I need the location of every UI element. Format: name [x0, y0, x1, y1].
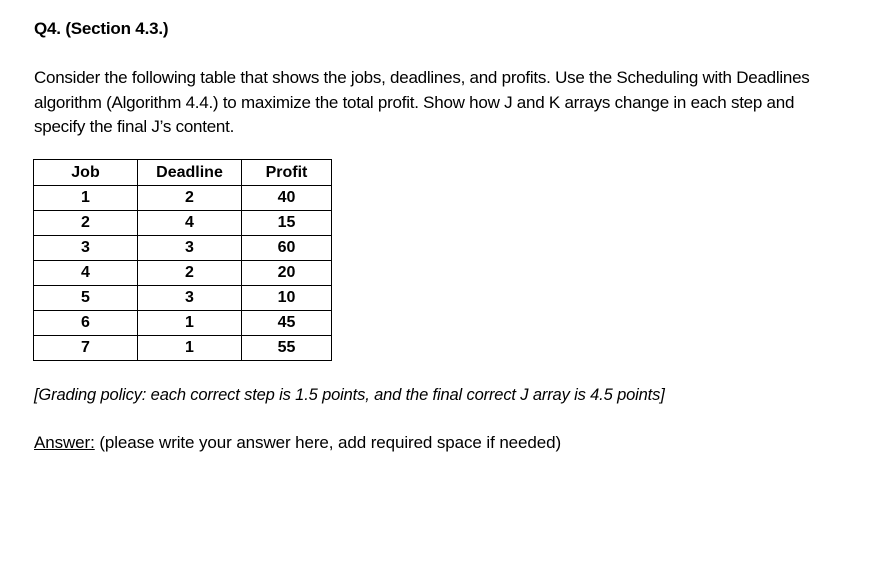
answer-instructions: (please write your answer here, add required space if needed): [94, 433, 562, 452]
table-header-row: [34, 160, 332, 186]
table-row: [34, 336, 332, 361]
cell-deadline: 1: [138, 336, 242, 361]
cell-deadline: 3: [138, 236, 242, 261]
cell-profit: 10: [242, 286, 332, 311]
cell-job: 1: [34, 186, 138, 211]
table-row: [34, 311, 332, 336]
question-heading: Q4. (Section 4.3.): [34, 19, 169, 38]
cell-job: 5: [34, 286, 138, 311]
jobs-table: [33, 159, 332, 361]
cell-deadline: 4: [138, 211, 242, 236]
cell-deadline: 2: [138, 261, 242, 286]
answer-label: Answer:: [34, 433, 95, 452]
table-row: [34, 236, 332, 261]
answer-line: [34, 433, 561, 453]
table-row: [34, 186, 332, 211]
table-row: [34, 261, 332, 286]
cell-profit: 40: [242, 186, 332, 211]
table-row: [34, 286, 332, 311]
cell-job: 3: [34, 236, 138, 261]
table-row: [34, 211, 332, 236]
cell-job: 4: [34, 261, 138, 286]
cell-job: 6: [34, 311, 138, 336]
cell-profit: 45: [242, 311, 332, 336]
cell-deadline: 1: [138, 311, 242, 336]
grading-policy: [Grading policy: each correct step is 1.5 points, and the final correct J array is 4.5 points]: [34, 386, 665, 404]
header-profit: Profit: [242, 160, 332, 186]
cell-profit: 55: [242, 336, 332, 361]
cell-deadline: 3: [138, 286, 242, 311]
header-job: Job: [34, 160, 138, 186]
cell-deadline: 2: [138, 186, 242, 211]
question-prompt: Consider the following table that shows the jobs, deadlines, and profits. Use the Scheduling with Deadlines algorithm (Algorithm 4.4.) to maximize the total profit. Show how J and K arrays change in each step and specify the final J’s content.: [34, 68, 810, 136]
header-deadline: Deadline: [138, 160, 242, 186]
cell-profit: 20: [242, 261, 332, 286]
cell-job: 7: [34, 336, 138, 361]
cell-profit: 15: [242, 211, 332, 236]
cell-job: 2: [34, 211, 138, 236]
cell-profit: 60: [242, 236, 332, 261]
